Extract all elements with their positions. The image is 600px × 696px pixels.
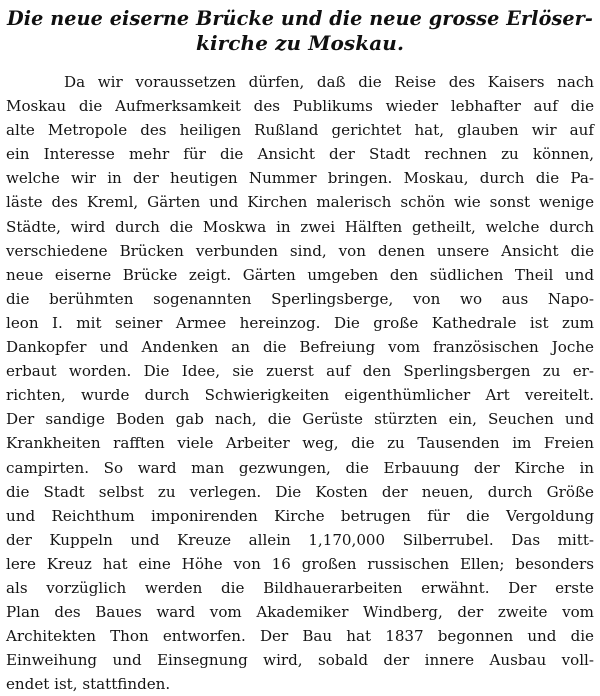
text-line: Architekten Thon entworfen. Der Bau hat 1837 begonnen und die [6, 627, 594, 646]
text-line: welche wir in der heutigen Nummer bringen. Moskau, durch die Pa- [6, 169, 594, 188]
text-line: richten, wurde durch Schwierigkeiten eigenthümlicher Art vereitelt. [6, 386, 594, 405]
text-line: neue eiserne Brücke zeigt. Gärten umgeben den südlichen Theil und [6, 265, 594, 284]
text-line: und Reichthum imponirenden Kirche betrugen für die Vergoldung [6, 506, 594, 525]
text-line: Städte, wird durch die Moskwa in zwei Hälften getheilt, welche durch [6, 217, 594, 236]
text-line: der Kuppeln und Kreuze allein 1,170,000 Silberrubel. Das mitt- [6, 530, 594, 549]
headline-line-2: kirche zu Moskau. [195, 31, 405, 55]
text-line: erbaut worden. Die Idee, sie zuerst auf den Sperlingsbergen zu er- [6, 362, 594, 381]
text-line: die berühmten sogenannten Sperlingsberge, von wo aus Napo- [6, 289, 594, 308]
text-line: Plan des Baues ward vom Akademiker Windberg, der zweite vom [6, 603, 594, 622]
text-line: als vorzüglich werden die Bildhauerarbeiten erwähnt. Der erste [6, 578, 594, 597]
text-line: Da wir voraussetzen dürfen, daß die Reise des Kaisers nach [64, 73, 594, 91]
text-line: lere Kreuz hat eine Höhe von 16 großen russischen Ellen; besonders [6, 554, 594, 573]
text-line: Der sandige Boden gab nach, die Gerüste stürzten ein, Seuchen und [6, 410, 594, 429]
text-line: Einweihung und Einsegnung wird, sobald der innere Ausbau voll- [6, 651, 594, 670]
text-line: campirten. So ward man gezwungen, die Erbauung der Kirche in [6, 458, 594, 477]
article-body [6, 70, 594, 696]
text-line: Dankopfer und Andenken an die Befreiung vom französischen Joche [6, 338, 594, 357]
text-line: alte Metropole des heiligen Rußland gerichtet hat, glauben wir auf [6, 121, 594, 140]
text-line: ein Interesse mehr für die Ansicht der Stadt rechnen zu können, [6, 145, 594, 164]
text-line: Moskau die Aufmerksamkeit des Publikums wieder lebhafter auf die [6, 97, 594, 116]
headline-line-1: Die neue eiserne Brücke und die neue grosse Erlöser- [7, 7, 593, 30]
text-line: die Stadt selbst zu verlegen. Die Kosten der neuen, durch Größe [6, 482, 594, 501]
text-line: verschiedene Brücken verbunden sind, von denen unsere Ansicht die [6, 241, 594, 260]
text-line: Krankheiten rafften viele Arbeiter weg, die zu Tausenden im Freien [6, 434, 594, 453]
text-line: läste des Kreml, Gärten und Kirchen malerisch schön wie sonst wenige [6, 193, 594, 212]
text-line: endet ist, stattfinden. [6, 675, 171, 694]
article-headline [6, 6, 594, 56]
text-line: leon I. mit seiner Armee hereinzog. Die große Kathedrale ist zum [6, 313, 594, 332]
